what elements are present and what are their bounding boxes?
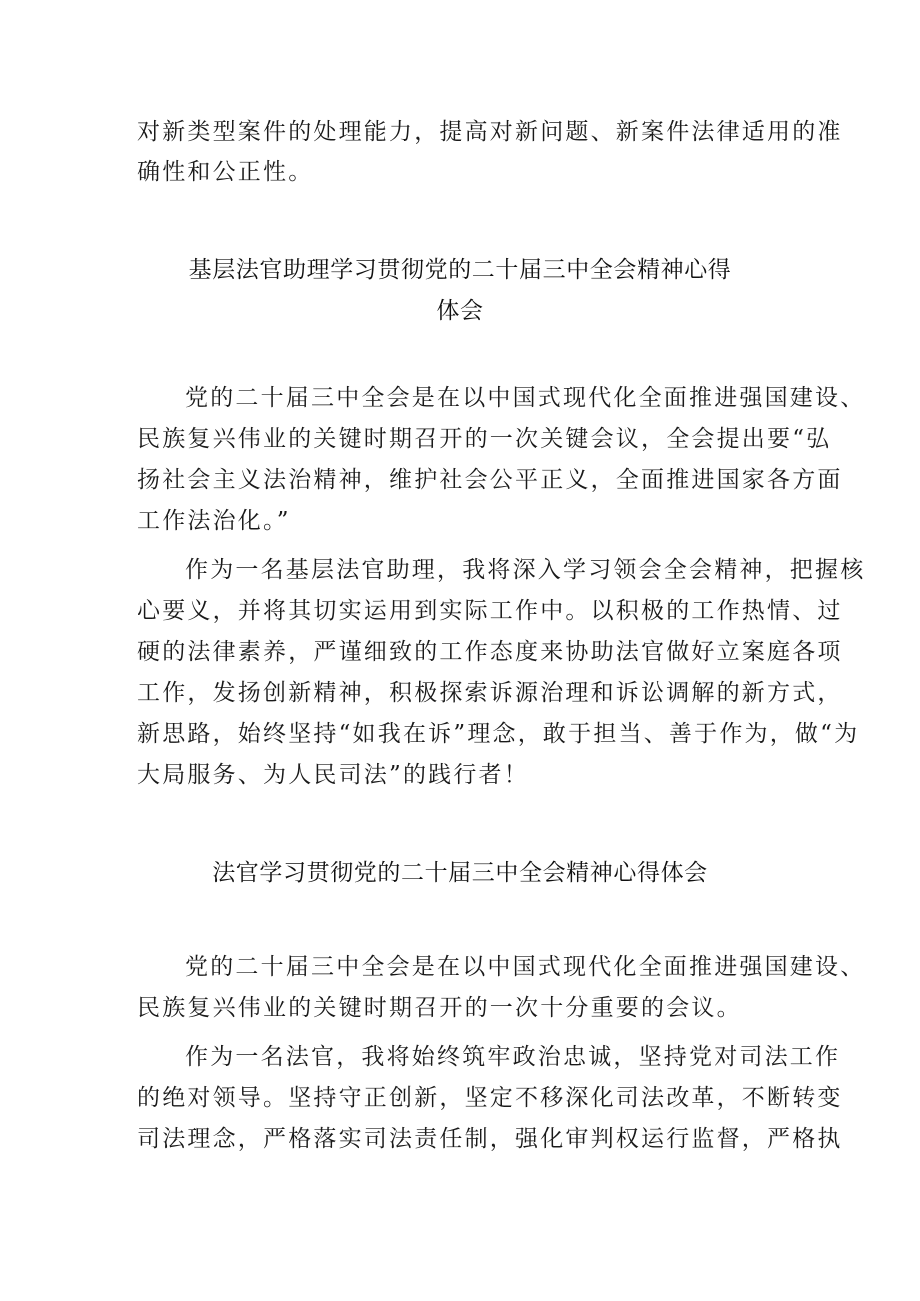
section2-line-1: 党的二十届三中全会是在以中国式现代化全面推进强国建设、 [185,954,866,980]
section1-line-3: 扬社会主义法治精神，维护社会公平正义，全面推进国家各方面 [137,467,843,493]
section2-line-3: 作为一名法官，我将始终筑牢政治忠诚，坚持党对司法工作 [185,1044,841,1070]
section1-line-6: 心要义，并将其切实运用到实际工作中。以积极的工作热情、过 [137,598,843,624]
intro-line-1: 对新类型案件的处理能力，提高对新问题、新案件法律适用的准 [137,119,843,145]
intro-line-2: 确性和公正性。 [137,159,314,185]
section1-line-4: 工作法治化。” [137,508,291,534]
section1-line-8: 工作，发扬创新精神，积极探索诉源治理和诉讼调解的新方式， [137,680,843,706]
section2-line-5: 司法理念，严格落实司法责任制，强化审判权运行监督，严格执 [137,1126,843,1152]
section1-line-9: 新思路，始终坚持“如我在诉”理念，敢于担当、善于作为，做“为 [137,721,860,747]
section1-line-7: 硬的法律素养，严谨细致的工作态度来协助法官做好立案庭各项 [137,639,843,665]
section1-line-1: 党的二十届三中全会是在以中国式现代化全面推进强国建设、 [185,385,866,411]
section2-title: 法官学习贯彻党的二十届三中全会精神心得体会 [212,860,708,886]
section1-line-5: 作为一名基层法官助理，我将深入学习领会全会精神，把握核 [185,557,866,583]
section1-title-line2: 体会 [436,298,484,324]
section2-line-2: 民族复兴伟业的关键时期召开的一次十分重要的会议。 [137,995,742,1021]
section2-line-4: 的绝对领导。坚持守正创新，坚定不移深化司法改革，不断转变 [137,1085,843,1111]
section1-line-2: 民族复兴伟业的关键时期召开的一次关键会议，全会提出要“弘 [137,426,832,452]
section1-line-10: 大局服务、为人民司法”的践行者！ [137,762,529,788]
section1-title-line1: 基层法官助理学习贯彻党的二十届三中全会精神心得 [188,257,732,283]
